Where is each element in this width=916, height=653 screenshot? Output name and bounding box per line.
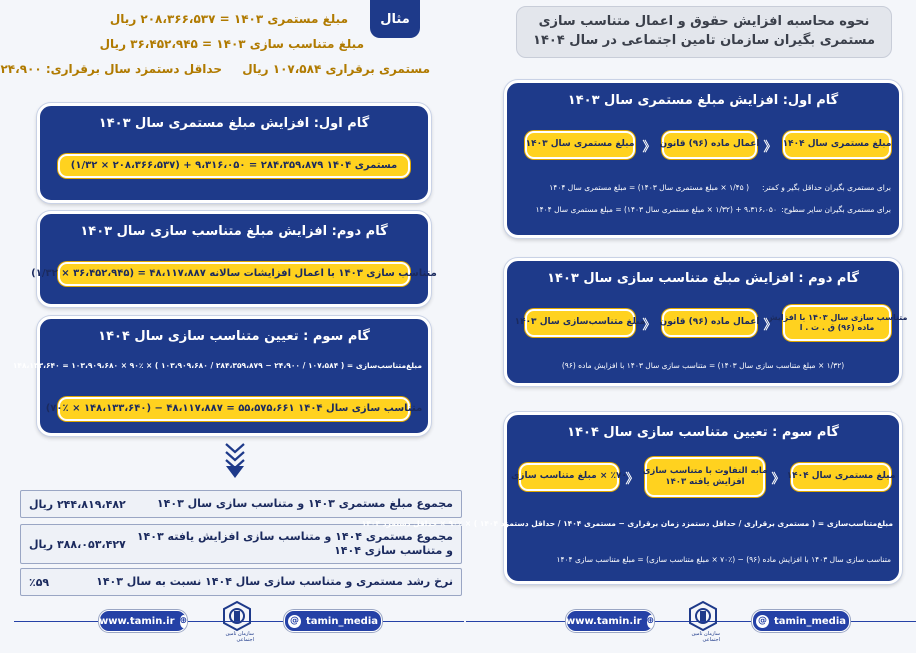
right-step-2-title: گام دوم : افزایش مبلغ متناسب سازی سال ۱۴۰۳: [547, 271, 859, 286]
summary-row-2-label-line2: و متناسب سازی ۱۴۰۴: [334, 544, 453, 557]
right-step-1-rule-1-formula: ( ۱/۴۵ × مبلغ مستمری سال ۱۴۰۳) = مبلغ مستمری سال ۱۴۰۴: [549, 183, 749, 192]
left-logo: [220, 601, 254, 645]
left-step-3-formula-a: مبلغ‌متناسب‌سازی = ( ۱۰۷،۵۸۴ / ۲۴،۹۰۰ − ۲۸۴،۳۵۹،۸۷۹ / ۱۰۳،۹۰۹،۶۸۰ ) × ٪۹۰ × ۱۰۳،۹۰۹،۶۸۰ = ۱۴۸،۱۳۳،۶۴۰: [12, 361, 422, 370]
right-step-2-box-1-line-2: ماده (۹۶) ق . ت . ا: [799, 323, 875, 332]
right-step-3-box-2-line-1: مابه التفاوت با متناسب سازی: [642, 466, 768, 477]
tamin-logo-icon: [688, 601, 718, 631]
summary-row-2-label-line1: مجموع مستمری ۱۴۰۴ و متناسب سازی افزایش یافته ۱۴۰۳: [136, 529, 453, 543]
summary-row-1-label: مجموع مبلغ مستمری ۱۴۰۳ و متناسب سازی سال ۱۴۰۳: [156, 496, 453, 510]
left-step-1-card: [37, 103, 431, 203]
right-step-2-box-1-line-1: متناسب سازی سال ۱۴۰۳ با افزایش: [766, 313, 908, 322]
right-step-2-card: [504, 258, 908, 386]
right-logo-caption: سازمان تامین اجتماعی: [691, 631, 720, 643]
chevron-left-icon: 《: [771, 471, 785, 487]
right-website-text: www.tamin.ir: [565, 615, 642, 627]
left-step-3-formula-b: متناسب سازی سال ۱۴۰۴ ۵۵،۵۷۵،۶۶۱ = ۴۸،۱۱۷،۸۸۷ − (۱۴۸،۱۳۳،۶۴۰ × ٪۷۰): [58, 397, 410, 421]
left-social-text: tamin_media: [305, 615, 379, 627]
left-step-3-card: [12, 316, 431, 436]
chevron-left-icon: 《: [642, 139, 656, 155]
right-step-2-box-2: اعمال ماده (۹۶) قانون: [662, 309, 757, 337]
example-line-3a: مستمری برقراری ۱۰۷،۵۸۴ ریال: [242, 62, 430, 76]
left-step-3-title: گام سوم : تعیین متناسب سازی سال ۱۴۰۴: [98, 329, 370, 344]
summary-row-1: [20, 490, 462, 518]
right-step-1-rule-1-label: برای مستمری بگیران حداقل بگیر و کمتر:: [761, 183, 891, 192]
right-step-3-title: گام سوم : تعیین متناسب سازی سال ۱۴۰۴: [567, 425, 839, 440]
right-step-3-formula-2: متناسب سازی سال ۱۴۰۳ با افزایش ماده (۹۶) − (٪۷۰ × مبلغ متناسب سازی) = مبلغ متناسب سازی ۱۴۰۴: [556, 555, 891, 564]
left-logo-caption: سازمان تامین اجتماعی: [225, 631, 254, 643]
left-step-2-card: [31, 211, 437, 307]
right-step-3-box-2-line-2: افزایش یافته ۱۴۰۳: [665, 477, 745, 487]
header-line-1: نحوه محاسبه افزایش حقوق و اعمال متناسب سازی: [538, 14, 870, 30]
chevron-left-icon: 《: [642, 317, 656, 333]
summary-row-3: [20, 568, 462, 596]
right-step-3-box-3: ٪۷۰ × مبلغ متناسب سازی: [519, 463, 619, 491]
example-line-1: مبلغ مستمری ۱۴۰۳ = ۲۰۸،۳۶۶،۵۳۷ ریال: [109, 12, 348, 26]
right-step-1-box-1: مبلغ مستمری سال ۱۴۰۴: [783, 131, 891, 159]
right-social-link[interactable]: [752, 610, 850, 632]
left-website-link[interactable]: [99, 610, 187, 632]
chevron-left-icon: 《: [763, 317, 777, 333]
example-line-3b: حداقل دستمزد سال برقراری: ۲۴،۹۰۰: [0, 62, 222, 76]
right-step-1-title: گام اول: افزایش مبلغ مستمری سال ۱۴۰۳: [567, 93, 839, 108]
at-icon: @: [289, 616, 299, 626]
right-social-text: tamin_media: [773, 615, 847, 627]
right-step-3-formula-1: مبلغ‌متناسب‌سازی = ( مستمری برقراری / حداقل دستمزد زمان برقراری − مستمری ۱۴۰۴ / حداقل دستمزد ۱۴۰۴ ) × ٪۹۰ × حداقل دستمزد ۱۴۰۴: [361, 519, 893, 528]
left-website-text: www.tamin.ir: [98, 615, 175, 627]
right-website-link[interactable]: [566, 610, 654, 632]
right-step-2-box-1: [766, 305, 908, 341]
right-step-1-box-3: مبلغ مستمری سال ۱۴۰۳: [525, 131, 635, 159]
left-step-2-formula: متناسب سازی ۱۴۰۳ با اعمال افزایشات سالانه ۴۸،۱۱۷،۸۸۷ = (۳۶،۴۵۲،۹۴۵ × ۱/۳۲): [58, 262, 410, 286]
summary-row-2-label: [137, 530, 453, 559]
right-step-2-formula: (۱/۳۲ × مبلغ متناسب سازی سال ۱۴۰۳) = متناسب سازی سال ۱۴۰۳ با افزایش ماده (۹۶): [561, 361, 845, 370]
header-box: [516, 6, 892, 58]
header-line-2: مستمری بگیران سازمان تامین اجتماعی در سال ۱۴۰۴: [533, 33, 875, 48]
right-step-3-box-2: [642, 457, 768, 497]
left-step-2-title: گام دوم: افزایش مبلغ متناسب سازی سال ۱۴۰۳: [80, 224, 388, 239]
left-step-1-formula: مستمری ۱۴۰۴ ۲۸۴،۳۵۹،۸۷۹ = ۹،۳۱۶،۰۵۰ + (۲۰۸،۳۶۶،۵۳۷ × ۱/۳۲): [58, 154, 410, 178]
right-step-3-box-1: مبلغ مستمری سال ۱۴۰۴: [791, 463, 891, 491]
summary-row-3-label: نرخ رشد مستمری و متناسب سازی سال ۱۴۰۴ نسبت به سال ۱۴۰۳: [96, 574, 453, 588]
right-step-2-box-3: مبلغ متناسب‌سازی سال ۱۴۰۳: [525, 309, 635, 337]
right-logo: [686, 601, 720, 645]
summary-row-2: [20, 524, 462, 564]
right-step-1-card: [504, 80, 902, 238]
summary-row-2-value: ۳۸۸،۰۵۳،۴۲۷ ریال: [29, 537, 126, 551]
globe-icon: ⊕: [179, 616, 188, 626]
at-icon: @: [757, 616, 767, 626]
summary-row-3-value: ٪۵۹: [29, 575, 50, 589]
tamin-logo-icon: [222, 601, 252, 631]
example-tag: مثال: [370, 0, 420, 38]
left-step-1-title: گام اول: افزایش مبلغ مستمری سال ۱۴۰۳: [98, 116, 370, 131]
summary-row-1-value: ۲۴۴،۸۱۹،۴۸۲ ریال: [29, 497, 126, 511]
right-step-1-rule-2-label: برای مستمری بگیران سایر سطوح:: [781, 205, 891, 214]
right-step-1-box-2: اعمال ماده (۹۶) قانون: [662, 131, 757, 159]
example-line-2: مبلغ متناسب سازی ۱۴۰۳ = ۳۶،۴۵۲،۹۴۵ ریال: [99, 37, 364, 51]
left-social-link[interactable]: [284, 610, 382, 632]
chevron-left-icon: 《: [625, 471, 639, 487]
globe-icon: ⊕: [646, 616, 655, 626]
chevron-left-icon: 《: [763, 139, 777, 155]
down-arrow-icon: [222, 440, 248, 480]
right-step-1-rule-2-formula: ۹،۳۱۶،۰۵۰ + (۱/۳۲ × مبلغ مستمری سال ۱۴۰۳) = مبلغ مستمری سال ۱۴۰۴: [535, 205, 777, 214]
